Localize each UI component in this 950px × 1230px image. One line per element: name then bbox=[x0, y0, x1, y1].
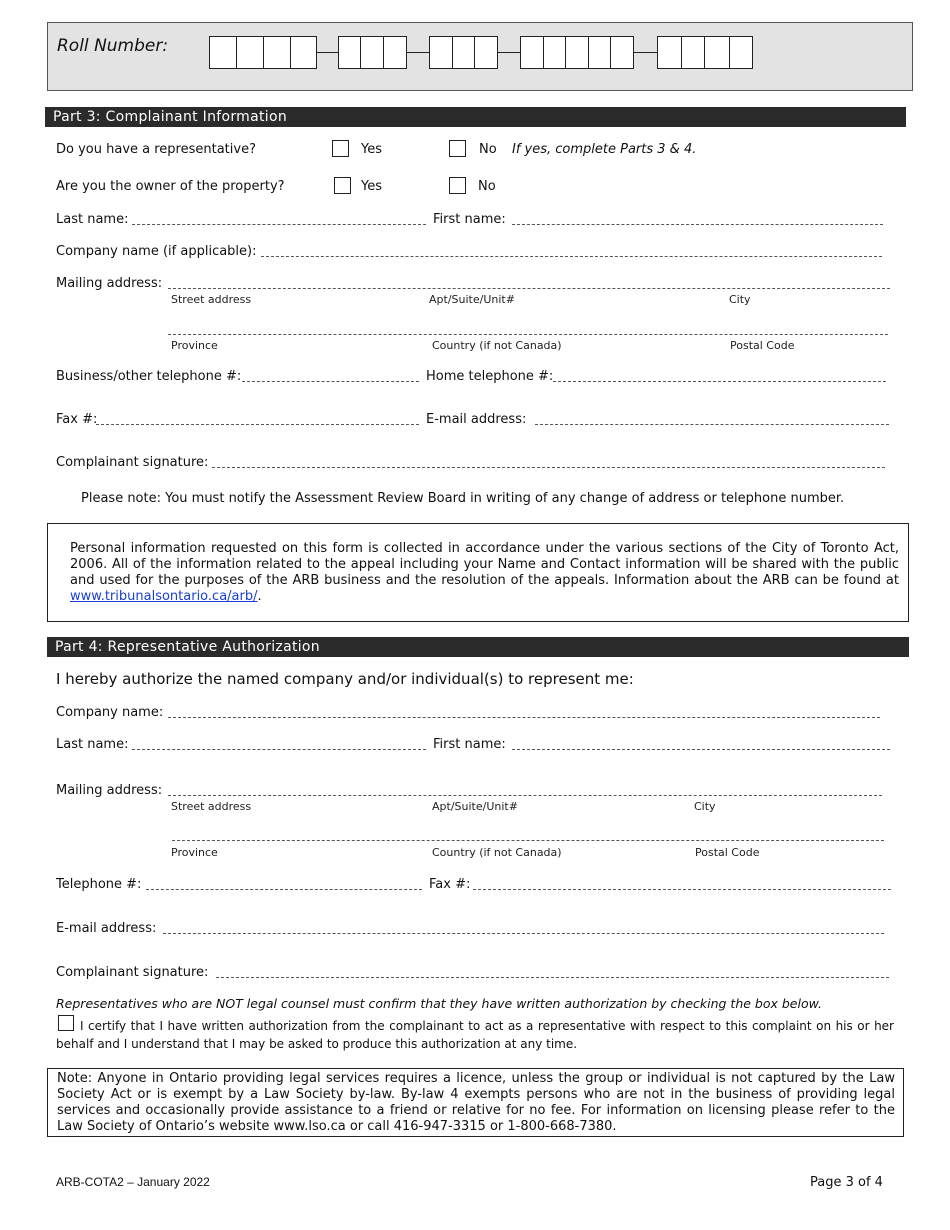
rep-telephone-label: Telephone #: bbox=[56, 877, 142, 892]
representative-no-checkbox[interactable] bbox=[449, 140, 466, 157]
rep-company-field[interactable] bbox=[168, 717, 880, 718]
rep-fax-field[interactable] bbox=[473, 889, 891, 890]
owner-yes-label: Yes bbox=[361, 179, 382, 194]
company-name-field[interactable] bbox=[261, 256, 882, 257]
certify-text: I certify that I have written authorization from the complainant to act as a representative with respect to this complaint on his or her behalf and I understand that I may be asked to produce this authorization at any time. bbox=[56, 1019, 894, 1051]
part3-header: Part 3: Complainant Information bbox=[45, 107, 906, 127]
rep-telephone-field[interactable] bbox=[146, 889, 422, 890]
licence-note bbox=[47, 1068, 904, 1137]
privacy-notice bbox=[47, 523, 909, 622]
mailing-address-line1[interactable] bbox=[168, 288, 890, 289]
mailing-address-label: Mailing address: bbox=[56, 276, 163, 291]
roll-number-label: Roll Number: bbox=[57, 36, 169, 56]
email-field[interactable] bbox=[535, 424, 889, 425]
q-owner: Are you the owner of the property? bbox=[56, 179, 285, 194]
rep-country-caption: Country (if not Canada) bbox=[432, 846, 562, 859]
rep-mailing-address-label: Mailing address: bbox=[56, 783, 163, 798]
rep-fax-label: Fax #: bbox=[429, 877, 471, 892]
street-address-caption: Street address bbox=[171, 293, 252, 306]
first-name-field[interactable] bbox=[512, 224, 883, 225]
rep-first-name-field[interactable] bbox=[512, 749, 890, 750]
rep-signature-field[interactable] bbox=[216, 977, 889, 978]
home-phone-field[interactable] bbox=[553, 381, 886, 382]
q-representative: Do you have a representative? bbox=[56, 142, 256, 157]
rep-city-caption: City bbox=[694, 800, 716, 813]
arb-website-link[interactable]: www.tribunalsontario.ca/arb/ bbox=[70, 589, 258, 604]
owner-no-checkbox[interactable] bbox=[449, 177, 466, 194]
fax-field[interactable] bbox=[96, 424, 419, 425]
last-name-field[interactable] bbox=[132, 224, 426, 225]
rep-email-label: E-mail address: bbox=[56, 921, 157, 936]
company-name-label: Company name (if applicable): bbox=[56, 244, 257, 259]
representative-yes-label: Yes bbox=[361, 142, 382, 157]
city-caption: City bbox=[729, 293, 751, 306]
rep-signature-label: Complainant signature: bbox=[56, 965, 209, 980]
rep-note: Representatives who are NOT legal counsel must confirm that they have written authorization by checking the box below. bbox=[56, 996, 823, 1011]
last-name-label: Last name: bbox=[56, 212, 129, 227]
licence-note-text: Note: Anyone in Ontario providing legal services requires a licence, unless the group or individual is not captured by the Law Society Act or is exempt by a Law Society by-law. By-law 4 exempts persons who are not in the business of providing legal services and occasionally provide assistance to a friend or relative for no fee. For information on licensing please refer to the Law Society of Ontario’s website www.lso.ca or call 416-947-3315 or 1-800-668-7380. bbox=[57, 1071, 895, 1134]
rep-postal-code-caption: Postal Code bbox=[695, 846, 760, 859]
rep-company-label: Company name: bbox=[56, 705, 164, 720]
authorize-intro: I hereby authorize the named company and/or individual(s) to represent me: bbox=[56, 670, 634, 688]
home-phone-label: Home telephone #: bbox=[426, 369, 554, 384]
rep-apt-caption: Apt/Suite/Unit# bbox=[432, 800, 518, 813]
first-name-label: First name: bbox=[433, 212, 506, 227]
business-phone-label: Business/other telephone #: bbox=[56, 369, 242, 384]
signature-field[interactable] bbox=[212, 467, 885, 468]
please-note: Please note: You must notify the Assessment Review Board in writing of any change of address or telephone number. bbox=[81, 491, 845, 506]
rep-mailing-address-line2[interactable] bbox=[172, 840, 884, 841]
email-label: E-mail address: bbox=[426, 412, 527, 427]
part4-header: Part 4: Representative Authorization bbox=[47, 637, 909, 657]
rep-email-field[interactable] bbox=[163, 933, 884, 934]
form-id: ARB-COTA2 – January 2022 bbox=[56, 1175, 210, 1189]
rep-last-name-label: Last name: bbox=[56, 737, 129, 752]
owner-no-label: No bbox=[478, 179, 496, 194]
country-caption: Country (if not Canada) bbox=[432, 339, 562, 352]
apt-caption: Apt/Suite/Unit# bbox=[429, 293, 515, 306]
rep-street-address-caption: Street address bbox=[171, 800, 252, 813]
province-caption: Province bbox=[171, 339, 218, 352]
mailing-address-line2[interactable] bbox=[168, 334, 888, 335]
fax-label: Fax #: bbox=[56, 412, 98, 427]
page-number: Page 3 of 4 bbox=[810, 1175, 883, 1190]
representative-yes-checkbox[interactable] bbox=[332, 140, 349, 157]
postal-code-caption: Postal Code bbox=[730, 339, 795, 352]
privacy-after: . bbox=[257, 589, 262, 604]
representative-no-label: No bbox=[479, 142, 497, 157]
signature-label: Complainant signature: bbox=[56, 455, 209, 470]
if-yes-note: If yes, complete Parts 3 & 4. bbox=[512, 142, 697, 157]
rep-province-caption: Province bbox=[171, 846, 218, 859]
owner-yes-checkbox[interactable] bbox=[334, 177, 351, 194]
business-phone-field[interactable] bbox=[242, 381, 419, 382]
privacy-text: Personal information requested on this form is collected in accordance under the various sections of the City of Toronto Act, 2006. All of the information related to the appeal including your Name and Contact information will be shared with the public and used for the purposes of the ARB business and the resolution of the appeals. Information about the ARB can be found at bbox=[70, 541, 899, 588]
rep-mailing-address-line1[interactable] bbox=[168, 795, 882, 796]
rep-last-name-field[interactable] bbox=[132, 749, 426, 750]
rep-first-name-label: First name: bbox=[433, 737, 506, 752]
